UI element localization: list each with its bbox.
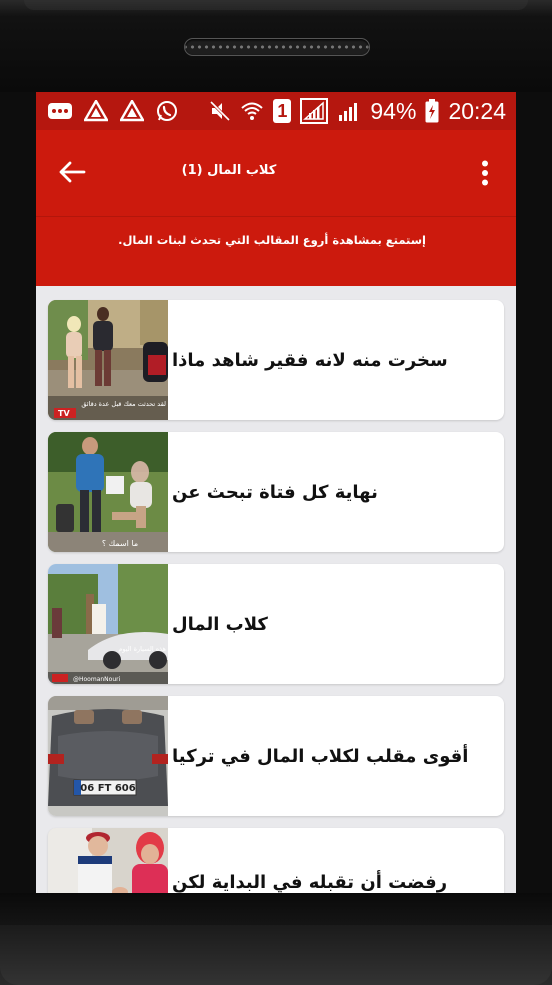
status-bar <box>36 92 516 130</box>
phone-frame-highlight <box>24 0 528 10</box>
video-thumbnail <box>48 564 168 684</box>
phone-frame-top <box>0 0 552 92</box>
video-title: كلاب المال <box>172 613 268 635</box>
overflow-menu-button[interactable] <box>470 152 500 194</box>
list-item[interactable] <box>48 696 504 816</box>
status-bar-notifications <box>48 98 178 124</box>
page-title: كلاب المال (1) <box>181 163 277 178</box>
speaker-grille <box>184 38 370 56</box>
more-vertical-icon <box>481 160 489 186</box>
battery-percent: 94% <box>370 97 417 124</box>
battery-icon <box>425 98 439 124</box>
video-thumbnail <box>48 300 168 420</box>
thumbnail-caption: 06 FT 606 <box>80 783 136 794</box>
sim-slot-label: 1 <box>273 99 291 123</box>
app-toolbar <box>36 130 516 216</box>
category-header <box>36 216 516 286</box>
category-description: إستمتع بمشاهدة أروع المقالب التي تحدث لبنات المال. <box>118 233 426 247</box>
app-icon <box>120 98 144 124</box>
svg-text:TV: TV <box>58 409 70 418</box>
video-title: أقوى مقلب لكلاب المال في تركيا <box>172 745 469 767</box>
app-icon <box>84 98 108 124</box>
list-item[interactable] <box>48 828 504 893</box>
list-item[interactable] <box>48 300 504 420</box>
video-title: نهاية كل فتاة تبحث عن <box>172 481 378 503</box>
signal-icon <box>300 98 328 124</box>
status-time: 20:24 <box>448 97 506 124</box>
video-thumbnail <box>48 696 168 816</box>
sim-icon <box>273 98 291 124</box>
status-bar-system <box>209 98 506 124</box>
more-icon <box>48 98 72 124</box>
back-button[interactable] <box>50 150 94 194</box>
wifi-icon <box>240 98 264 124</box>
signal-icon <box>337 98 361 124</box>
video-title: سخرت منه لانه فقير شاهد ماذا <box>172 349 448 371</box>
phone-chin <box>0 925 552 985</box>
mute-icon <box>209 98 231 124</box>
thumbnail-caption: لقد تحدثت معك قبل عدة دقائق <box>81 400 166 408</box>
thumbnail-caption: هذه السيارة اليوم <box>118 645 166 653</box>
arrow-left-icon <box>58 160 86 184</box>
list-item[interactable] <box>48 564 504 684</box>
svg-text:@HoomanNouri: @HoomanNouri <box>73 676 121 683</box>
video-thumbnail <box>48 828 168 893</box>
list-item[interactable] <box>48 432 504 552</box>
thumbnail-caption: ما اسمك ؟ <box>101 539 139 548</box>
phone-screen <box>36 92 516 893</box>
whatsapp-icon <box>156 98 178 124</box>
video-title: رفضت أن تقبله في البداية لكن <box>172 872 448 893</box>
video-thumbnail <box>48 432 168 552</box>
